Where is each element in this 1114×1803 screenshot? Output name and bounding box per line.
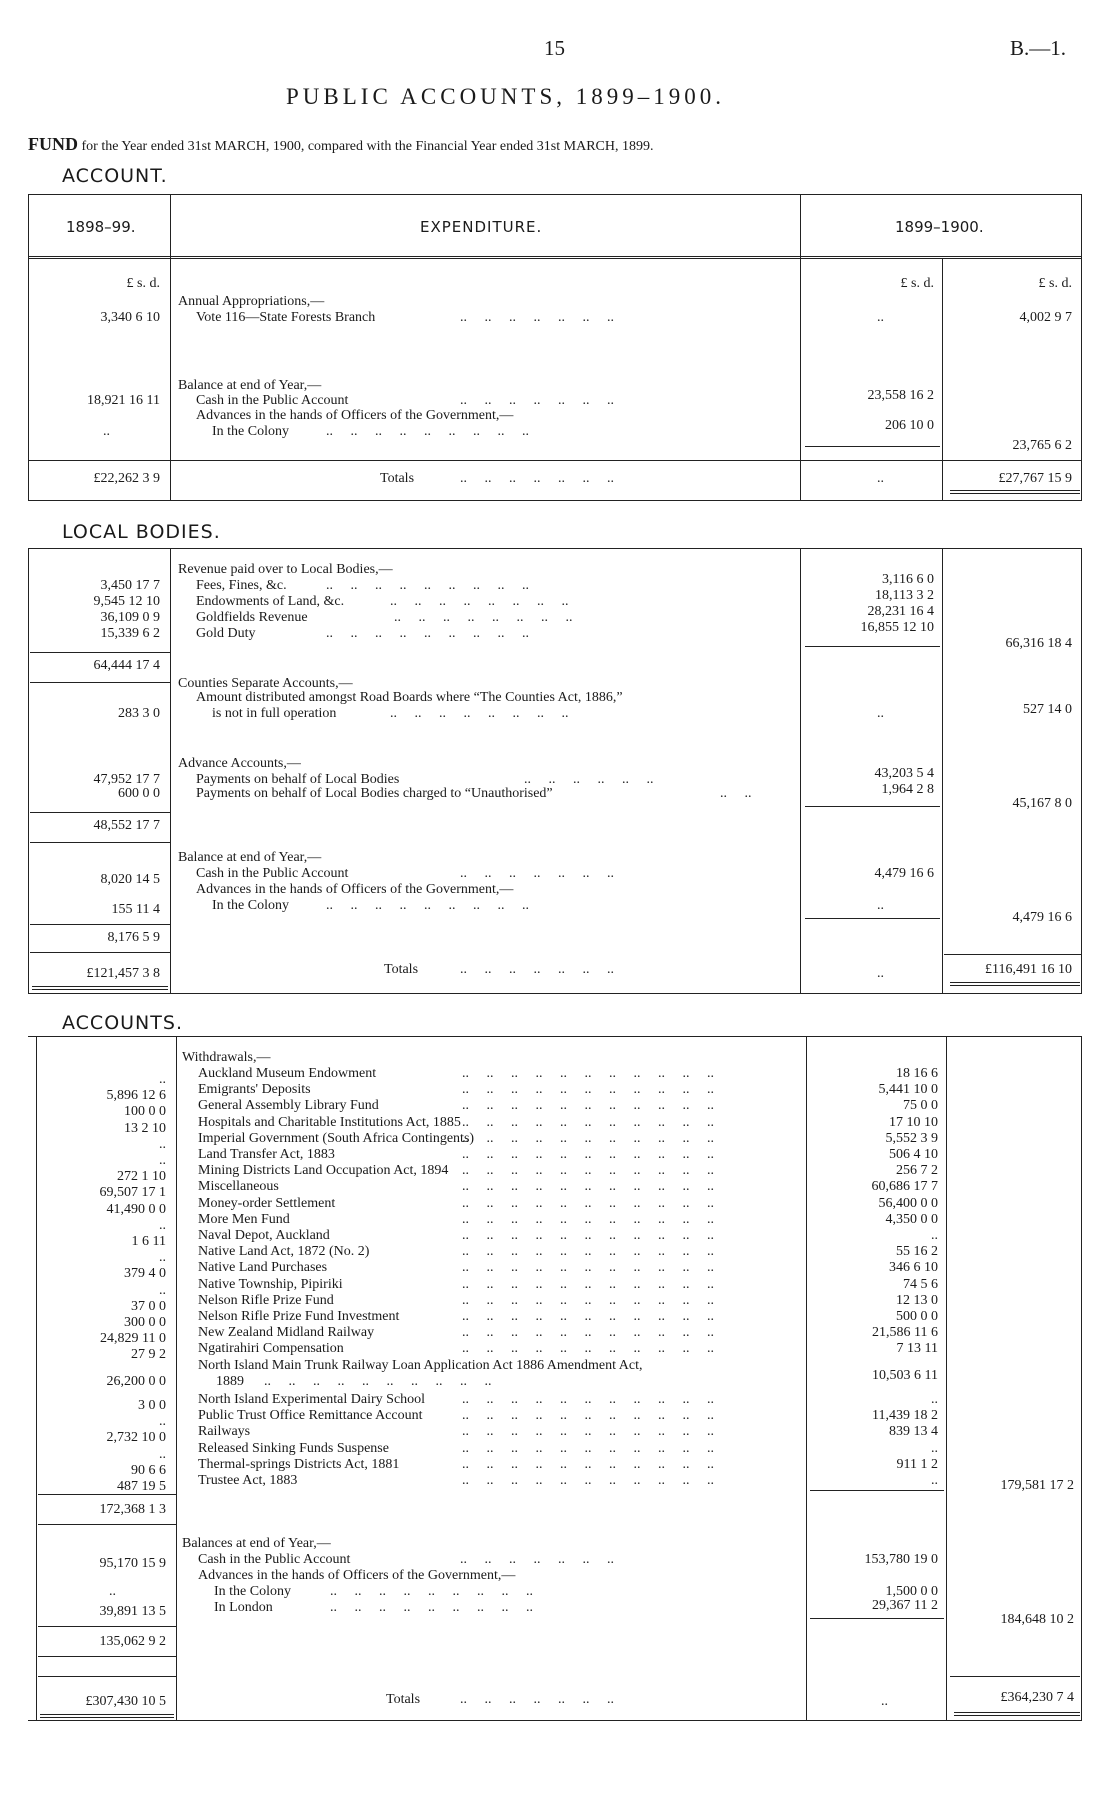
vote-label: Vote 116—State Forests Branch — [196, 310, 376, 325]
item-prev: .. — [159, 1414, 166, 1430]
item-prev: .. — [159, 1136, 166, 1152]
balance-total: 23,765 6 2 — [1012, 438, 1072, 453]
page-number: 15 — [544, 36, 565, 60]
nimt-prev: 26,200 0 0 — [106, 1374, 166, 1389]
cash-mid: 153,780 19 0 — [864, 1552, 938, 1567]
annual-appropriations: Annual Appropriations,— — [178, 294, 325, 309]
colony-label: In the Colony — [212, 424, 289, 439]
colony-prev: .. — [109, 1584, 116, 1599]
item-mid: 11,439 18 2 — [872, 1408, 938, 1424]
counties-total: 527 14 0 — [1023, 702, 1072, 717]
advances-label: Advances in the hands of Officers of the Government,— — [196, 882, 514, 897]
vote-mid: .. — [877, 310, 884, 325]
leader-dots: .. .. .. .. .. .. .. — [460, 962, 614, 977]
item-label: Nelson Rifle Prize Fund — [198, 1292, 334, 1308]
item-prev: 487 19 5 — [117, 1479, 166, 1494]
item-mid: 56,400 0 0 — [878, 1195, 938, 1211]
balances-heading: Balances at end of Year,— — [182, 1536, 331, 1551]
totals-label: Totals — [386, 1692, 421, 1707]
subtitle-text: for the Year ended 31st MARCH, 1900, compared with the Financial Year ended 31st MARCH, 1899. — [81, 139, 654, 154]
adv2-label: Payments on behalf of Local Bodies charged to “Unauthorised” — [196, 786, 553, 801]
leader-dots: .. .. .. .. .. .. .. — [460, 1552, 614, 1567]
counties-mid: .. — [877, 706, 884, 721]
item-mid: 17 10 10 — [889, 1114, 938, 1130]
item-prev: 37 0 0 — [131, 1298, 166, 1314]
accounts-heading: ACCOUNTS. — [62, 1012, 183, 1034]
item-mid: 4,350 0 0 — [885, 1211, 938, 1227]
colony-mid: 206 10 0 — [885, 418, 934, 433]
totals-prev: £121,457 3 8 — [86, 966, 160, 981]
cash-prev: 8,020 14 5 — [100, 872, 160, 887]
item-label: Mining Districts Land Occupation Act, 1894 — [198, 1163, 449, 1179]
colony-prev: .. — [103, 424, 110, 439]
leader-dots: .. .. .. .. .. .. .. .. .. .. .. — [462, 1309, 732, 1324]
leader-dots: .. .. — [720, 786, 752, 801]
leader-dots: .. .. .. .. .. .. .. .. .. .. .. — [462, 1325, 732, 1341]
fees-label: Fees, Fines, &c. — [196, 578, 287, 593]
local-bodies-heading: LOCAL BODIES. — [62, 521, 221, 543]
cash-mid: 23,558 16 2 — [867, 388, 934, 403]
endow-mid: 18,113 3 2 — [875, 588, 934, 603]
gold-mid: 28,231 16 4 — [867, 604, 934, 619]
item-label: Trustee Act, 1883 — [198, 1473, 298, 1488]
withdrawals-heading: Withdrawals,— — [182, 1050, 271, 1065]
item-prev: 24,829 11 0 — [100, 1331, 166, 1347]
item-label: Railways — [198, 1424, 251, 1440]
leader-dots: .. .. .. .. .. .. .. .. .. .. .. — [462, 1456, 732, 1472]
item-label: Thermal-springs Districts Act, 1881 — [198, 1456, 400, 1472]
leader-dots: .. .. .. .. .. .. — [524, 772, 654, 787]
counties-line1: Amount distributed amongst Road Boards where “The Counties Act, 1886,” — [196, 690, 623, 705]
totals-prev: £307,430 10 5 — [85, 1694, 166, 1709]
advance-heading: Advance Accounts,— — [178, 756, 301, 771]
leader-dots: .. .. .. .. .. .. .. .. .. — [326, 578, 529, 593]
item-label: More Men Fund — [198, 1211, 290, 1227]
account-heading: ACCOUNT. — [62, 165, 168, 187]
london-prev: 39,891 13 5 — [99, 1604, 166, 1619]
leader-dots: .. .. .. .. .. .. .. .. .. .. .. — [462, 1341, 732, 1357]
item-label: Money-order Settlement — [198, 1195, 336, 1211]
leader-dots: .. .. .. .. .. .. .. .. .. .. .. — [462, 1228, 732, 1243]
fees-prev: 3,450 17 7 — [100, 578, 160, 593]
counties-prev: 283 3 0 — [118, 706, 160, 721]
totals-prev: £22,262 3 9 — [93, 471, 160, 486]
leader-dots: .. .. .. .. .. .. .. .. — [390, 594, 569, 609]
leader-dots: .. .. .. .. .. .. .. — [460, 310, 614, 325]
bal-subtotal-prev: 135,062 9 2 — [99, 1634, 166, 1649]
leader-dots: .. .. .. .. .. .. .. .. .. .. .. — [462, 1179, 732, 1195]
leader-dots: .. .. .. .. .. .. .. — [460, 1692, 614, 1707]
duty-prev: 15,339 6 2 — [100, 626, 160, 641]
item-mid: .. — [931, 1228, 938, 1243]
leader-dots: .. .. .. .. .. .. .. .. .. .. .. — [462, 1244, 732, 1260]
cash-label: Cash in the Public Account — [198, 1552, 351, 1567]
leader-dots: .. .. .. .. .. .. .. .. .. .. .. — [462, 1066, 732, 1081]
item-prev: 3 0 0 — [138, 1398, 166, 1413]
leader-dots: .. .. .. .. .. .. .. .. .. .. .. — [462, 1292, 732, 1308]
leader-dots: .. .. .. .. .. .. .. .. — [394, 610, 573, 625]
item-mid: 911 1 2 — [896, 1456, 938, 1472]
item-mid: 74 5 6 — [903, 1276, 938, 1292]
wd-total: 179,581 17 2 — [1000, 1478, 1074, 1493]
counties-line2: is not in full operation — [212, 706, 337, 721]
item-label: General Assembly Library Fund — [198, 1098, 379, 1114]
currency-mid: £ s. d. — [900, 276, 934, 291]
wd-subtotal-prev: 172,368 1 3 — [99, 1502, 166, 1517]
item-prev: 300 0 0 — [124, 1315, 166, 1330]
leader-dots: .. .. .. .. .. .. .. .. .. — [330, 1600, 533, 1615]
item-prev: 69,507 17 1 — [99, 1185, 166, 1201]
item-mid: 12 13 0 — [896, 1292, 938, 1308]
adv2-mid: 1,964 2 8 — [881, 782, 934, 797]
london-label: In London — [214, 1600, 273, 1615]
totals-mid: .. — [877, 966, 884, 981]
item-prev: 272 1 10 — [117, 1169, 166, 1185]
item-mid: 5,552 3 9 — [885, 1130, 938, 1146]
colony-prev: 155 11 4 — [111, 902, 160, 917]
advances-label: Advances in the hands of Officers of the Government,— — [196, 408, 514, 423]
item-label: Miscellaneous — [198, 1179, 279, 1195]
item-label: Naval Depot, Auckland — [198, 1228, 330, 1243]
item-mid: 18 16 6 — [896, 1066, 938, 1081]
endow-prev: 9,545 12 10 — [93, 594, 160, 609]
col-expenditure: EXPENDITURE. — [420, 218, 543, 236]
leader-dots: .. .. .. .. .. .. .. .. .. — [330, 1584, 533, 1599]
item-mid: 55 16 2 — [896, 1244, 938, 1260]
item-prev: 90 6 6 — [131, 1462, 166, 1478]
item-label: Released Sinking Funds Suspense — [198, 1440, 389, 1456]
item-label: Native Land Purchases — [198, 1260, 328, 1276]
item-label: Imperial Government (South Africa Contingents) — [198, 1130, 475, 1146]
leader-dots: .. .. .. .. .. .. .. .. .. .. .. — [462, 1424, 732, 1440]
item-label: Native Township, Pipiriki — [198, 1276, 343, 1292]
currency-right: £ s. d. — [1038, 276, 1072, 291]
leader-dots: .. .. .. .. .. .. .. .. .. .. .. — [462, 1211, 732, 1227]
leader-dots: .. .. .. .. .. .. .. .. .. .. — [264, 1374, 492, 1389]
fund-subtitle — [28, 134, 654, 155]
revenue-heading: Revenue paid over to Local Bodies,— — [178, 562, 393, 577]
adv-subtotal-prev: 48,552 17 7 — [93, 818, 160, 833]
cash-mid: 4,479 16 6 — [874, 866, 934, 881]
item-mid: 346 6 10 — [889, 1260, 938, 1276]
colony-mid: 1,500 0 0 — [885, 1584, 938, 1599]
currency-left: £ s. d. — [126, 276, 160, 291]
totals-total: £364,230 7 4 — [1000, 1690, 1074, 1705]
item-prev: .. — [159, 1217, 166, 1233]
item-prev: .. — [159, 1153, 166, 1168]
counties-heading: Counties Separate Accounts,— — [178, 676, 353, 691]
adv1-mid: 43,203 5 4 — [874, 766, 934, 781]
nimt-line2: 1889 — [216, 1374, 244, 1389]
item-prev: 1 6 11 — [131, 1234, 166, 1249]
bal-subtotal-prev: 8,176 5 9 — [107, 930, 160, 945]
leader-dots: .. .. .. .. .. .. .. .. — [390, 706, 569, 721]
leader-dots: .. .. .. .. .. .. .. .. .. .. .. — [462, 1276, 732, 1292]
adv-total: 45,167 8 0 — [1012, 796, 1072, 811]
item-mid: 75 0 0 — [903, 1098, 938, 1114]
item-mid: 256 7 2 — [896, 1163, 938, 1179]
nimt-line1: North Island Main Trunk Railway Loan Application Act 1886 Amendment Act, — [198, 1358, 643, 1373]
item-label: Nelson Rifle Prize Fund Investment — [198, 1309, 400, 1324]
item-prev: .. — [159, 1282, 166, 1298]
rev-subtotal-prev: 64,444 17 4 — [93, 658, 160, 673]
leader-dots: .. .. .. .. .. .. .. — [460, 393, 614, 408]
totals-label: Totals — [384, 962, 419, 977]
totals-mid: .. — [881, 1694, 888, 1709]
totals-total: £27,767 15 9 — [998, 471, 1072, 486]
item-label: Public Trust Office Remittance Account — [198, 1408, 423, 1424]
cash-prev: 18,921 16 11 — [87, 393, 160, 408]
adv1-prev: 47,952 17 7 — [93, 772, 160, 787]
cash-label: Cash in the Public Account — [196, 866, 349, 881]
item-label: Hospitals and Charitable Institutions Act, 1885 — [198, 1114, 461, 1130]
cash-label: Cash in the Public Account — [196, 393, 349, 408]
colony-mid: .. — [877, 898, 884, 913]
bal-total: 4,479 16 6 — [1012, 910, 1072, 925]
item-prev: 13 2 10 — [124, 1120, 166, 1136]
colony-label: In the Colony — [214, 1584, 291, 1599]
col-curr-year: 1899–1900. — [895, 218, 984, 236]
leader-dots: .. .. .. .. .. .. .. — [460, 866, 614, 881]
item-prev: 2,732 10 0 — [106, 1430, 166, 1446]
totals-mid: .. — [877, 471, 884, 486]
col-prev-year: 1898–99. — [66, 218, 136, 236]
vote-prev: 3,340 6 10 — [100, 310, 160, 325]
item-label: Emigrants' Deposits — [198, 1082, 311, 1098]
item-prev: 379 4 0 — [124, 1266, 166, 1282]
leader-dots: .. .. .. .. .. .. .. .. .. .. .. — [462, 1082, 732, 1098]
leader-dots: .. .. .. .. .. .. .. .. .. .. .. — [462, 1440, 732, 1456]
adv2-prev: 600 0 0 — [118, 786, 160, 801]
leader-dots: .. .. .. .. .. .. .. .. .. .. .. — [462, 1392, 732, 1407]
leader-dots: .. .. .. .. .. .. .. .. .. — [326, 424, 529, 439]
item-prev: 27 9 2 — [131, 1347, 166, 1363]
item-label: North Island Experimental Dairy School — [198, 1392, 426, 1407]
item-prev: .. — [159, 1072, 166, 1087]
item-prev: 41,490 0 0 — [106, 1201, 166, 1217]
item-mid: .. — [931, 1392, 938, 1407]
bal-total: 184,648 10 2 — [1000, 1612, 1074, 1627]
endow-label: Endowments of Land, &c. — [196, 594, 345, 609]
item-mid: 839 13 4 — [889, 1424, 938, 1440]
item-mid: .. — [931, 1473, 938, 1488]
balance-heading: Balance at end of Year,— — [178, 378, 322, 393]
rev-total: 66,316 18 4 — [1005, 636, 1072, 651]
leader-dots: .. .. .. .. .. .. .. — [460, 471, 614, 486]
duty-label: Gold Duty — [196, 626, 256, 641]
vote-total: 4,002 9 7 — [1019, 310, 1072, 325]
fund-word: FUND — [28, 134, 78, 154]
item-label: Auckland Museum Endowment — [198, 1066, 377, 1081]
item-label: Ngatirahiri Compensation — [198, 1341, 344, 1357]
advances-label: Advances in the hands of Officers of the Government,— — [198, 1568, 516, 1583]
adv1-label: Payments on behalf of Local Bodies — [196, 772, 400, 787]
leader-dots: .. .. .. .. .. .. .. .. .. .. .. — [462, 1260, 732, 1276]
leader-dots: .. .. .. .. .. .. .. .. .. .. .. — [462, 1130, 732, 1146]
leader-dots: .. .. .. .. .. .. .. .. .. .. .. — [462, 1163, 732, 1179]
london-mid: 29,367 11 2 — [872, 1598, 938, 1613]
leader-dots: .. .. .. .. .. .. .. .. .. — [326, 626, 529, 641]
cash-prev: 95,170 15 9 — [99, 1556, 166, 1571]
duty-mid: 16,855 12 10 — [860, 620, 934, 635]
item-mid: 5,441 10 0 — [878, 1082, 938, 1098]
item-mid: 500 0 0 — [896, 1309, 938, 1324]
leader-dots: .. .. .. .. .. .. .. .. .. .. .. — [462, 1195, 732, 1211]
leader-dots: .. .. .. .. .. .. .. .. .. .. .. — [462, 1147, 732, 1162]
leader-dots: .. .. .. .. .. .. .. .. .. — [326, 898, 529, 913]
gold-label: Goldfields Revenue — [196, 610, 308, 625]
document-ref: B.—1. — [1010, 36, 1067, 60]
item-prev: 5,896 12 6 — [106, 1088, 166, 1104]
totals-total: £116,491 16 10 — [985, 962, 1072, 977]
page-title: PUBLIC ACCOUNTS, 1899–1900. — [286, 84, 725, 109]
item-prev: 100 0 0 — [124, 1104, 166, 1120]
totals-label: Totals — [380, 471, 415, 486]
item-mid: 7 13 11 — [896, 1341, 938, 1357]
nimt-mid: 10,503 6 11 — [872, 1368, 938, 1383]
item-label: New Zealand Midland Railway — [198, 1325, 375, 1341]
item-mid: 21,586 11 6 — [872, 1325, 938, 1341]
leader-dots: .. .. .. .. .. .. .. .. .. .. .. — [462, 1114, 732, 1130]
balance-heading: Balance at end of Year,— — [178, 850, 322, 865]
item-prev: .. — [159, 1446, 166, 1462]
leader-dots: .. .. .. .. .. .. .. .. .. .. .. — [462, 1408, 732, 1424]
item-prev: .. — [159, 1250, 166, 1266]
fees-mid: 3,116 6 0 — [882, 572, 934, 587]
item-label: Native Land Act, 1872 (No. 2) — [198, 1244, 370, 1260]
item-label: Land Transfer Act, 1883 — [198, 1147, 335, 1162]
item-mid: .. — [931, 1440, 938, 1456]
item-mid: 506 4 10 — [889, 1147, 938, 1162]
gold-prev: 36,109 0 9 — [100, 610, 160, 625]
colony-label: In the Colony — [212, 898, 289, 913]
item-mid: 60,686 17 7 — [871, 1179, 938, 1195]
leader-dots: .. .. .. .. .. .. .. .. .. .. .. — [462, 1473, 732, 1488]
leader-dots: .. .. .. .. .. .. .. .. .. .. .. — [462, 1098, 732, 1114]
